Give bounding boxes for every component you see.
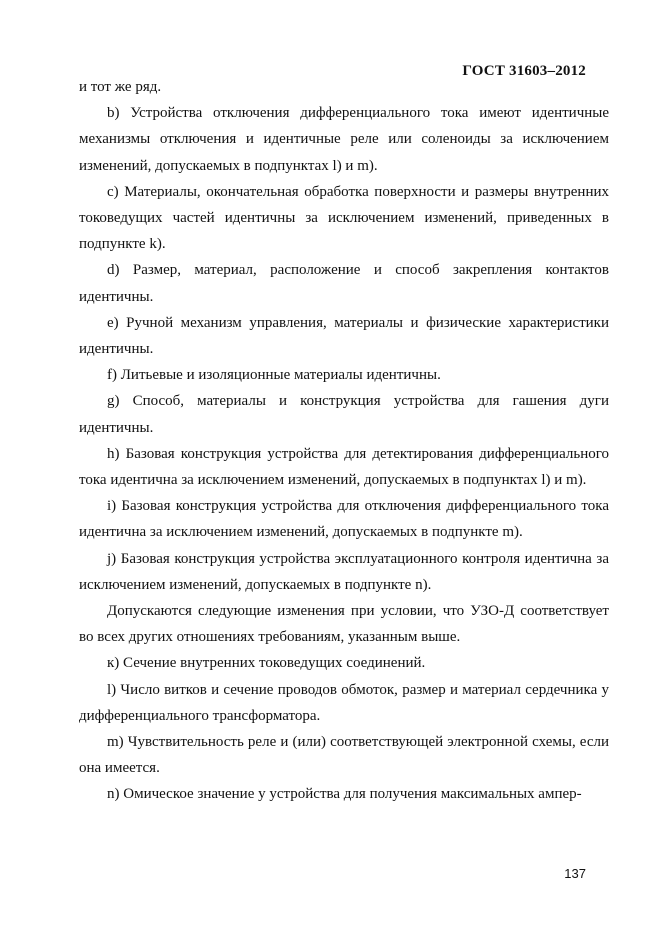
paragraph-item-l: l) Число витков и сечение проводов обмоток, размер и материал сердечника у дифференциального трансформатора. — [79, 681, 609, 724]
paragraph-item-m: m) Чувствительность реле и (или) соответствующей электронной схемы, если она имеется. — [79, 734, 609, 777]
document-header: ГОСТ 31603–2012 — [462, 63, 586, 79]
paragraph-item-g: g) Способ, материалы и конструкция устройства для гашения дуги идентичны. — [79, 393, 609, 436]
document-body — [79, 74, 609, 808]
paragraph-continuation: и тот же ряд. — [79, 79, 162, 95]
paragraph-item-n: n) Омическое значение у устройства для получения максимальных ампер- — [107, 786, 582, 803]
paragraph-item-h: h) Базовая конструкция устройства для детектирования дифференциального тока идентична за исключением изменений, допускаемых в подпунктах l) и m). — [79, 445, 609, 489]
paragraph-item-c: c) Материалы, окончательная обработка поверхности и размеры внутренних токоведущих частей идентичны за исключением изменений, приведенных в подпункте k). — [79, 183, 609, 253]
paragraph-allowed-changes: Допускаются следующие изменения при условии, что УЗО-Д соответствует во всех других отношениях требованиям, указанным выше. — [79, 603, 609, 646]
paragraph-item-j: j) Базовая конструкция устройства эксплуатационного контроля идентична за исключением изменений, допускаемых в подпункте n). — [79, 550, 609, 593]
paragraph-item-f: f) Литьевые и изоляционные материалы идентичны. — [107, 367, 441, 384]
page-number: 137 — [564, 866, 586, 881]
paragraph-item-d: d) Размер, материал, расположение и способ закрепления контактов идентичны. — [79, 262, 609, 305]
paragraph-item-k: к) Сечение внутренних токоведущих соединений. — [107, 655, 426, 672]
paragraph-item-b: b) Устройства отключения дифференциального тока имеют идентичные механизмы отключения и идентичные реле или соленоиды за исключением изменений, допускаемых в подпунктах l) и m). — [79, 105, 609, 174]
paragraph-item-e: e) Ручной механизм управления, материалы и физические характеристики идентичны. — [79, 314, 609, 358]
paragraph-item-i: i) Базовая конструкция устройства для отключения дифференциального тока идентична за исключением изменений, допускаемых в подпункте m). — [79, 498, 609, 541]
